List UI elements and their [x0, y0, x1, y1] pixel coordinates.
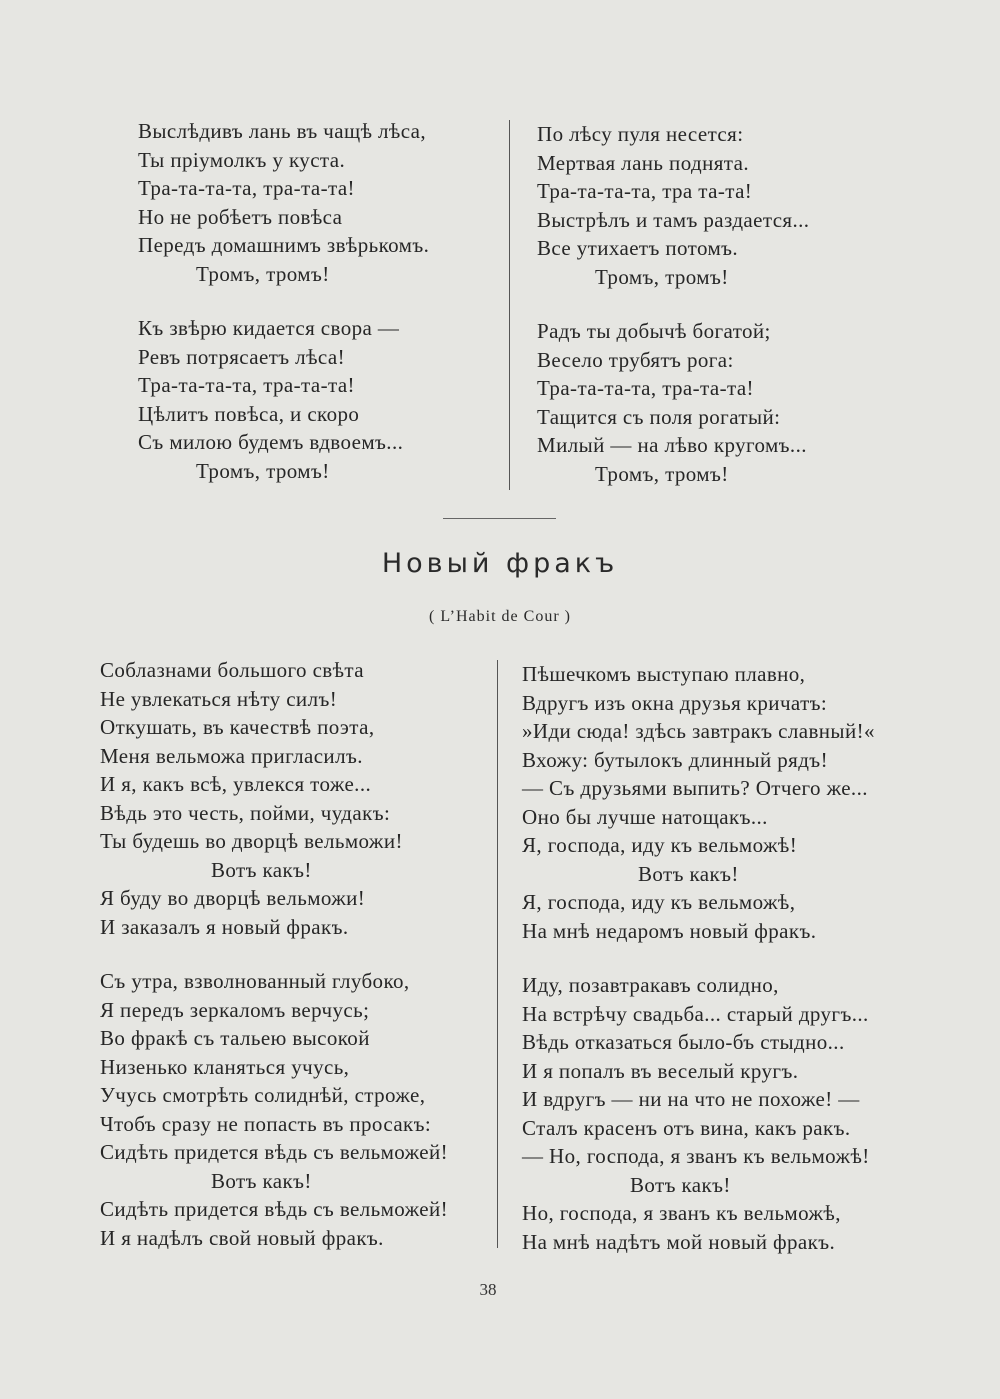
verse-line: Вхожу: бутылокъ длинный рядъ! [522, 747, 828, 772]
verse-line: Откушать, въ качествѣ поэта, [100, 715, 375, 739]
verse-line: Выстрѣлъ и тамъ раздается... [537, 207, 810, 232]
refrain-line: Вотъ какъ! [211, 857, 312, 882]
poem1-right-column [537, 120, 809, 488]
verse-line: Передъ домашнимъ звѣрькомъ. [138, 233, 430, 257]
stanza [100, 967, 448, 1252]
verse-line: Цѣлитъ повѣса, и скоро [138, 401, 360, 426]
verse-line: Милый — на лѣво кругомъ... [537, 433, 807, 457]
verse-line: Низенько кланяться учусь, [100, 1054, 350, 1079]
stanza [537, 120, 809, 291]
verse-line: — Съ друзьями выпить? Отчего же... [522, 776, 868, 800]
verse-line: Тащится съ поля рогатый: [537, 404, 781, 429]
verse-line: На мнѣ надѣтъ мой новый фракъ. [522, 1229, 836, 1254]
verse-line: Сталъ красенъ отъ вина, какъ ракъ. [522, 1115, 851, 1140]
verse-line: Тра-та-та-та, тра-та-та! [138, 176, 355, 200]
verse-line: И я попалъ въ веселый кругъ. [522, 1058, 799, 1083]
verse-line: Вѣдь это честь, пойми, чудакъ: [100, 800, 391, 825]
verse-line: Къ звѣрю кидается свора — [138, 316, 400, 340]
verse-line: Сидѣть придется вѣдь съ вельможей! [100, 1140, 449, 1164]
page-number: 38 [479, 1280, 497, 1299]
poem2-right-column [522, 660, 875, 1256]
poem-subtitle: ( L’Habit de Cour ) [429, 608, 571, 625]
verse-line: »Иди сюда! здѣсь завтракъ славный!« [522, 719, 875, 743]
verse-line: Ты будешь во дворцѣ вельможи! [100, 829, 403, 853]
stanza [522, 660, 875, 945]
verse-line: Пѣшечкомъ выступаю плавно, [522, 662, 806, 686]
verse-line: Во фракѣ съ тальею высокой [100, 1026, 370, 1050]
verse-line: И вдругъ — ни на что не похоже! — [522, 1087, 860, 1111]
verse-line: Но не робѣетъ повѣса [138, 204, 343, 229]
verse-line: Иду, позавтракавъ солидно, [522, 973, 779, 997]
poem-title: Новый фракъ [381, 548, 619, 579]
refrain-line: Тромъ, тромъ! [595, 264, 729, 289]
verse-line: Вдругъ изъ окна друзья кричатъ: [522, 690, 828, 715]
verse-line: Оно бы лучше натощакъ... [522, 804, 768, 829]
verse-line: Учусь смотрѣть солиднѣй, строже, [100, 1083, 426, 1107]
column-divider [509, 120, 510, 490]
verse-line: Но, господа, я званъ къ вельможѣ, [522, 1201, 841, 1225]
verse-line: Весело трубятъ рога: [537, 347, 734, 372]
verse-line: Ты пріумолкъ у куста. [138, 147, 346, 172]
verse-line: И я надѣлъ свой новый фракъ. [100, 1225, 384, 1250]
column-divider [497, 660, 498, 1248]
verse-line: Все утихаетъ потомъ. [537, 236, 739, 260]
refrain-line: Тромъ, тромъ! [595, 461, 729, 486]
verse-line: На мнѣ недаромъ новый фракъ. [522, 918, 817, 943]
verse-line: По лѣсу пуля несется: [537, 122, 744, 146]
verse-line: Соблазнами большого свѣта [100, 658, 364, 682]
verse-line: Мертвая лань поднята. [537, 150, 749, 175]
verse-line: Не увлекаться нѣту силъ! [100, 686, 338, 711]
poem2-left-column [100, 656, 448, 1252]
stanza [138, 314, 429, 485]
verse-line: И заказалъ я новый фракъ. [100, 914, 349, 939]
verse-line: Чтобъ сразу не попасть въ просакъ: [100, 1111, 432, 1136]
verse-line: Я буду во дворцѣ вельможи! [100, 886, 366, 910]
verse-line: Ревъ потрясаетъ лѣса! [138, 344, 345, 369]
verse-line: Тра-та-та-та, тра-та-та! [138, 373, 355, 397]
verse-line: Сидѣть придется вѣдь съ вельможей! [100, 1197, 449, 1221]
verse-line: Я, господа, иду къ вельможѣ! [522, 833, 798, 857]
verse-line: — Но, господа, я званъ къ вельможѣ! [522, 1144, 870, 1168]
verse-line: Радъ ты добычѣ богатой; [537, 319, 771, 343]
verse-line: На встрѣчу свадьба... старый другъ... [522, 1001, 869, 1026]
stanza [138, 117, 429, 288]
verse-line: Тра-та-та-та, тра та-та! [537, 179, 753, 203]
section-separator [443, 518, 556, 519]
refrain-line: Вотъ какъ! [211, 1168, 312, 1193]
verse-line: Я передъ зеркаломъ верчусь; [100, 997, 370, 1022]
verse-line: Тра-та-та-та, тра-та-та! [537, 376, 754, 400]
verse-line: Я, господа, иду къ вельможѣ, [522, 890, 796, 914]
stanza [100, 656, 448, 941]
refrain-line: Вотъ какъ! [630, 1172, 731, 1197]
verse-line: И я, какъ всѣ, увлекся тоже... [100, 772, 372, 796]
verse-line: Съ милою будемъ вдвоемъ... [138, 430, 404, 454]
verse-line: Съ утра, взволнованный глубоко, [100, 969, 410, 993]
verse-line: Вѣдь отказаться было-бъ стыдно... [522, 1030, 845, 1054]
refrain-line: Тромъ, тромъ! [196, 261, 330, 286]
stanza [537, 317, 809, 488]
verse-line: Меня вельможа пригласилъ. [100, 743, 363, 768]
stanza [522, 971, 875, 1256]
poem1-left-column [138, 117, 429, 485]
refrain-line: Тромъ, тромъ! [196, 458, 330, 483]
refrain-line: Вотъ какъ! [638, 861, 739, 886]
verse-line: Выслѣдивъ лань въ чащѣ лѣса, [138, 119, 427, 143]
